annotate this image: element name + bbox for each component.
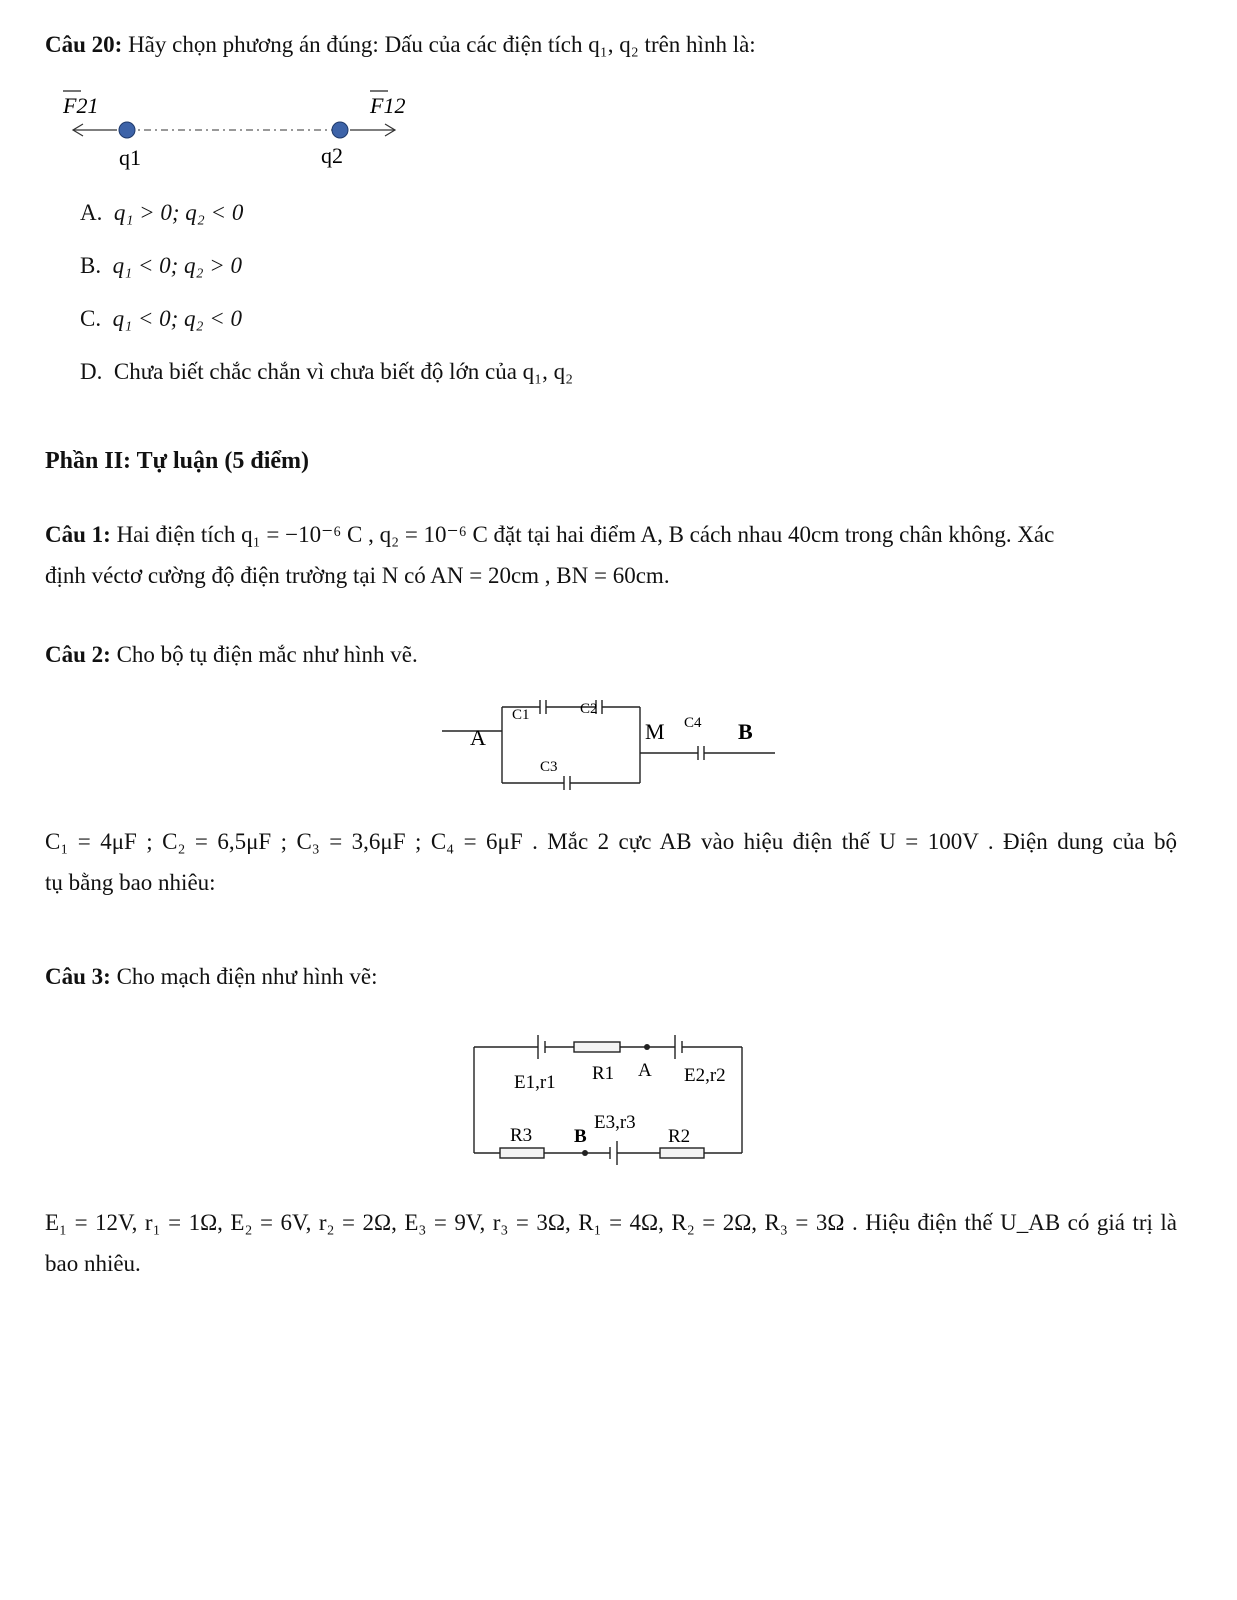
option-d-letter: D.: [80, 359, 103, 384]
question-20-text: Hãy chọn phương án đúng: Dấu của các điện tích q₁, q₂ trên hình là:: [122, 32, 756, 57]
node-b-label: B: [574, 1126, 587, 1147]
question-3-values-line-1: E₁ = 12V, r₁ = 1Ω, E₂ = 6V, r₂ = 2Ω, E₃ = 9V, r₃ = 3Ω, R₁ = 4Ω, R₂ = 2Ω, R₃ = 3Ω . Hiệu điện thế U_AB có giá trị là: [45, 1210, 1177, 1235]
question-1-line-2: định véctơ cường độ điện trường tại N có AN = 20cm , BN = 60cm.: [45, 563, 670, 588]
force-f21-label: F21: [63, 93, 99, 118]
option-c-letter: C.: [80, 306, 102, 331]
option-b: [80, 251, 242, 281]
capacitor-c2-label: C2: [580, 701, 598, 717]
charges-force-diagram: [55, 85, 415, 170]
option-b-text: q₁ < 0; q₂ > 0: [112, 253, 243, 278]
resistor-r1-label: R1: [592, 1063, 615, 1084]
question-2-text: Cho bộ tụ điện mắc như hình vẽ.: [110, 642, 418, 667]
question-3-text: Cho mạch điện như hình vẽ:: [110, 964, 378, 989]
question-2-values-line-2: tụ bằng bao nhiêu:: [45, 870, 216, 895]
option-a-letter: A.: [80, 200, 103, 225]
node-b-label: B: [738, 719, 753, 744]
option-c-text: q₁ < 0; q₂ < 0: [112, 306, 243, 331]
charge-q1-dot: [119, 122, 135, 138]
question-1-label: Câu 1:: [45, 522, 111, 547]
charge-q2-label: q2: [321, 143, 343, 168]
question-20-heading: [45, 30, 1177, 60]
option-a: [80, 198, 243, 228]
charge-q1-label: q1: [119, 145, 141, 170]
part-2-title: Phần II: Tự luận (5 điểm): [45, 448, 310, 474]
question-3-heading: [45, 962, 1177, 992]
resistor-r3-label: R3: [510, 1125, 533, 1146]
option-b-letter: B.: [80, 253, 102, 278]
resistor-r2-label: R2: [668, 1126, 691, 1147]
capacitor-c1-label: C1: [512, 707, 530, 723]
question-3-values-line-2: bao nhiêu.: [45, 1251, 141, 1276]
option-d: [80, 357, 573, 387]
force-f12-label: F12: [370, 93, 406, 118]
question-1-text: Hai điện tích q₁ = −10⁻⁶ C , q₂ = 10⁻⁶ C đặt tại hai điểm A, B cách nhau 40cm trong chân không. Xác: [110, 522, 1055, 547]
node-m-label: M: [645, 719, 665, 744]
question-1-line-1: [45, 520, 1177, 550]
question-2-label: Câu 2:: [45, 642, 111, 667]
node-b-dot: [582, 1150, 588, 1156]
question-20-label: Câu 20:: [45, 32, 123, 57]
node-a-label: A: [638, 1060, 652, 1081]
node-a-dot: [644, 1044, 650, 1050]
capacitor-c4-label: C4: [684, 715, 702, 731]
source-2-label: E2,r2: [684, 1065, 726, 1086]
question-2-values-line-1: C₁ = 4μF ; C₂ = 6,5μF ; C₃ = 3,6μF ; C₄ = 6μF . Mắc 2 cực AB vào hiệu điện thế U = 100V . Điện dung của bộ: [45, 829, 1177, 854]
charge-q2-dot: [332, 122, 348, 138]
option-d-text: Chưa biết chắc chắn vì chưa biết độ lớn của q₁, q₂: [113, 359, 574, 384]
node-a-label: A: [470, 725, 486, 750]
option-a-text: q₁ > 0; q₂ < 0: [113, 200, 244, 225]
question-2-heading: [45, 640, 1177, 670]
source-1-label: E1,r1: [514, 1072, 556, 1093]
capacitor-c3-label: C3: [540, 759, 558, 775]
emf-circuit-diagram: [470, 1025, 750, 1170]
option-c: [80, 304, 242, 334]
question-3-label: Câu 3:: [45, 964, 111, 989]
capacitor-circuit-diagram: [440, 695, 780, 795]
source-3-label: E3,r3: [594, 1112, 636, 1133]
